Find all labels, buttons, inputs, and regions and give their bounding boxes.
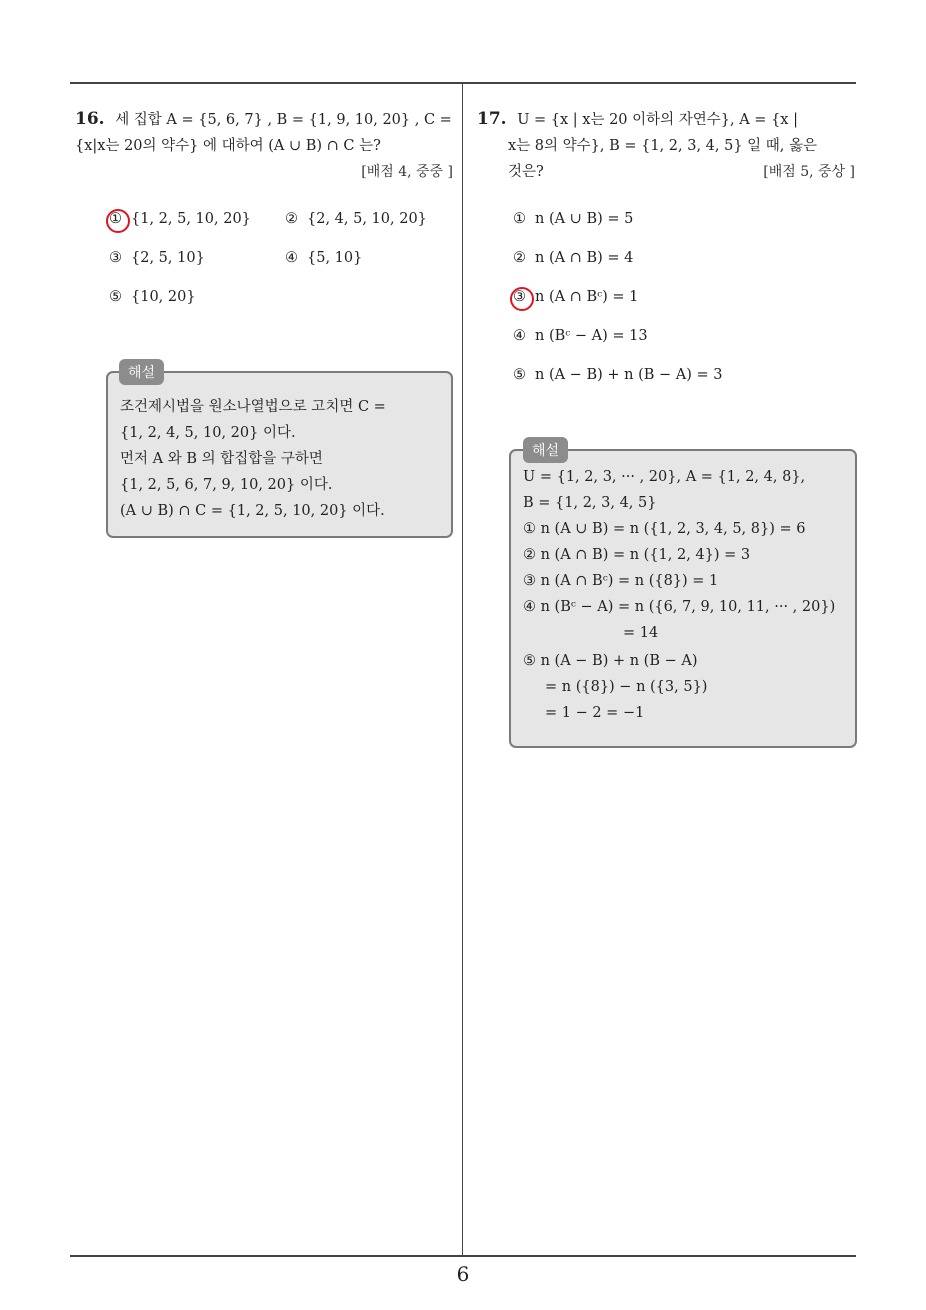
score-difficulty: [배점 4, 중중 ]	[361, 164, 453, 180]
answer-circle-icon	[510, 287, 534, 311]
option-text: n (A − B) + n (B − A) = 3	[535, 367, 723, 383]
option-marker: ④	[513, 328, 526, 344]
explanation-box	[509, 449, 857, 748]
explanation-line: = 14	[623, 625, 659, 641]
question-stem-line: {x|x는 20의 약수} 에 대하여 (A ∪ B) ∩ C 는?	[75, 138, 381, 154]
explanation-line: {1, 2, 4, 5, 10, 20} 이다.	[120, 425, 296, 441]
explanation-line: {1, 2, 5, 6, 7, 9, 10, 20} 이다.	[120, 477, 333, 493]
option-5[interactable]	[513, 367, 722, 383]
option-3[interactable]	[109, 250, 205, 266]
option-text: {2, 5, 10}	[131, 250, 205, 266]
option-text: {2, 4, 5, 10, 20}	[307, 211, 427, 227]
bottom-rule	[70, 1255, 856, 1257]
question-stem-line: U = {x | x는 20 이하의 자연수}, A = {x |	[517, 112, 798, 128]
option-marker: ①	[513, 211, 526, 227]
option-marker: ②	[285, 211, 298, 227]
option-4[interactable]	[513, 328, 648, 344]
option-marker: ③	[109, 250, 122, 266]
option-marker: ③	[513, 289, 526, 305]
answer-circle-icon	[106, 209, 130, 233]
explanation-line: ⑤ n (A − B) + n (B − A)	[523, 653, 698, 669]
option-text: {10, 20}	[131, 289, 196, 305]
option-text: n (A ∩ Bᶜ) = 1	[535, 289, 639, 305]
score-difficulty: [배점 5, 중상 ]	[763, 164, 855, 180]
explanation-box	[106, 371, 453, 538]
option-2[interactable]	[285, 211, 427, 227]
question-number: 17.	[477, 109, 507, 129]
option-marker: ①	[109, 211, 122, 227]
option-1[interactable]	[109, 211, 251, 227]
option-marker: ④	[285, 250, 298, 266]
explanation-line: U = {1, 2, 3, ··· , 20}, A = {1, 2, 4, 8},	[523, 469, 806, 485]
option-marker: ⑤	[513, 367, 526, 383]
question-stem-line: 것은?	[508, 164, 544, 180]
top-rule	[70, 82, 856, 84]
explanation-line: 조건제시법을 원소나열법으로 고치면 C =	[120, 399, 386, 415]
option-4[interactable]	[285, 250, 362, 266]
option-text: n (A ∩ B) = 4	[535, 250, 634, 266]
option-1[interactable]	[513, 211, 633, 227]
question-16	[75, 106, 453, 185]
page-number: 6	[456, 1262, 470, 1286]
option-text: n (A ∪ B) = 5	[535, 211, 634, 227]
question-stem-line: 세 집합 A = {5, 6, 7} , B = {1, 9, 10, 20} , C =	[115, 112, 452, 128]
option-marker: ②	[513, 250, 526, 266]
explanation-line: = 1 − 2 = −1	[545, 705, 645, 721]
question-17	[477, 106, 855, 185]
option-text: {5, 10}	[307, 250, 363, 266]
option-2[interactable]	[513, 250, 633, 266]
explanation-line: ③ n (A ∩ Bᶜ) = n ({8}) = 1	[523, 573, 719, 589]
option-marker: ⑤	[109, 289, 122, 305]
question-stem-line: x는 8의 약수}, B = {1, 2, 3, 4, 5} 일 때, 옳은	[508, 138, 818, 154]
explanation-line: ① n (A ∪ B) = n ({1, 2, 3, 4, 5, 8}) = 6	[523, 521, 806, 537]
explanation-line: ④ n (Bᶜ − A) = n ({6, 7, 9, 10, 11, ··· , 20})	[523, 599, 836, 615]
explanation-line: ② n (A ∩ B) = n ({1, 2, 4}) = 3	[523, 547, 751, 563]
question-number: 16.	[75, 109, 105, 129]
column-divider	[462, 83, 463, 1255]
explanation-line: = n ({8}) − n ({3, 5})	[545, 679, 708, 695]
explanation-line: B = {1, 2, 3, 4, 5}	[523, 495, 657, 511]
option-text: {1, 2, 5, 10, 20}	[131, 211, 251, 227]
option-text: n (Bᶜ − A) = 13	[535, 328, 648, 344]
explanation-line: (A ∪ B) ∩ C = {1, 2, 5, 10, 20} 이다.	[120, 503, 385, 519]
option-5[interactable]	[109, 289, 196, 305]
explanation-line: 먼저 A 와 B 의 합집합을 구하면	[120, 451, 323, 467]
explanation-tag: 해설	[523, 437, 568, 463]
explanation-tag: 해설	[119, 359, 164, 385]
